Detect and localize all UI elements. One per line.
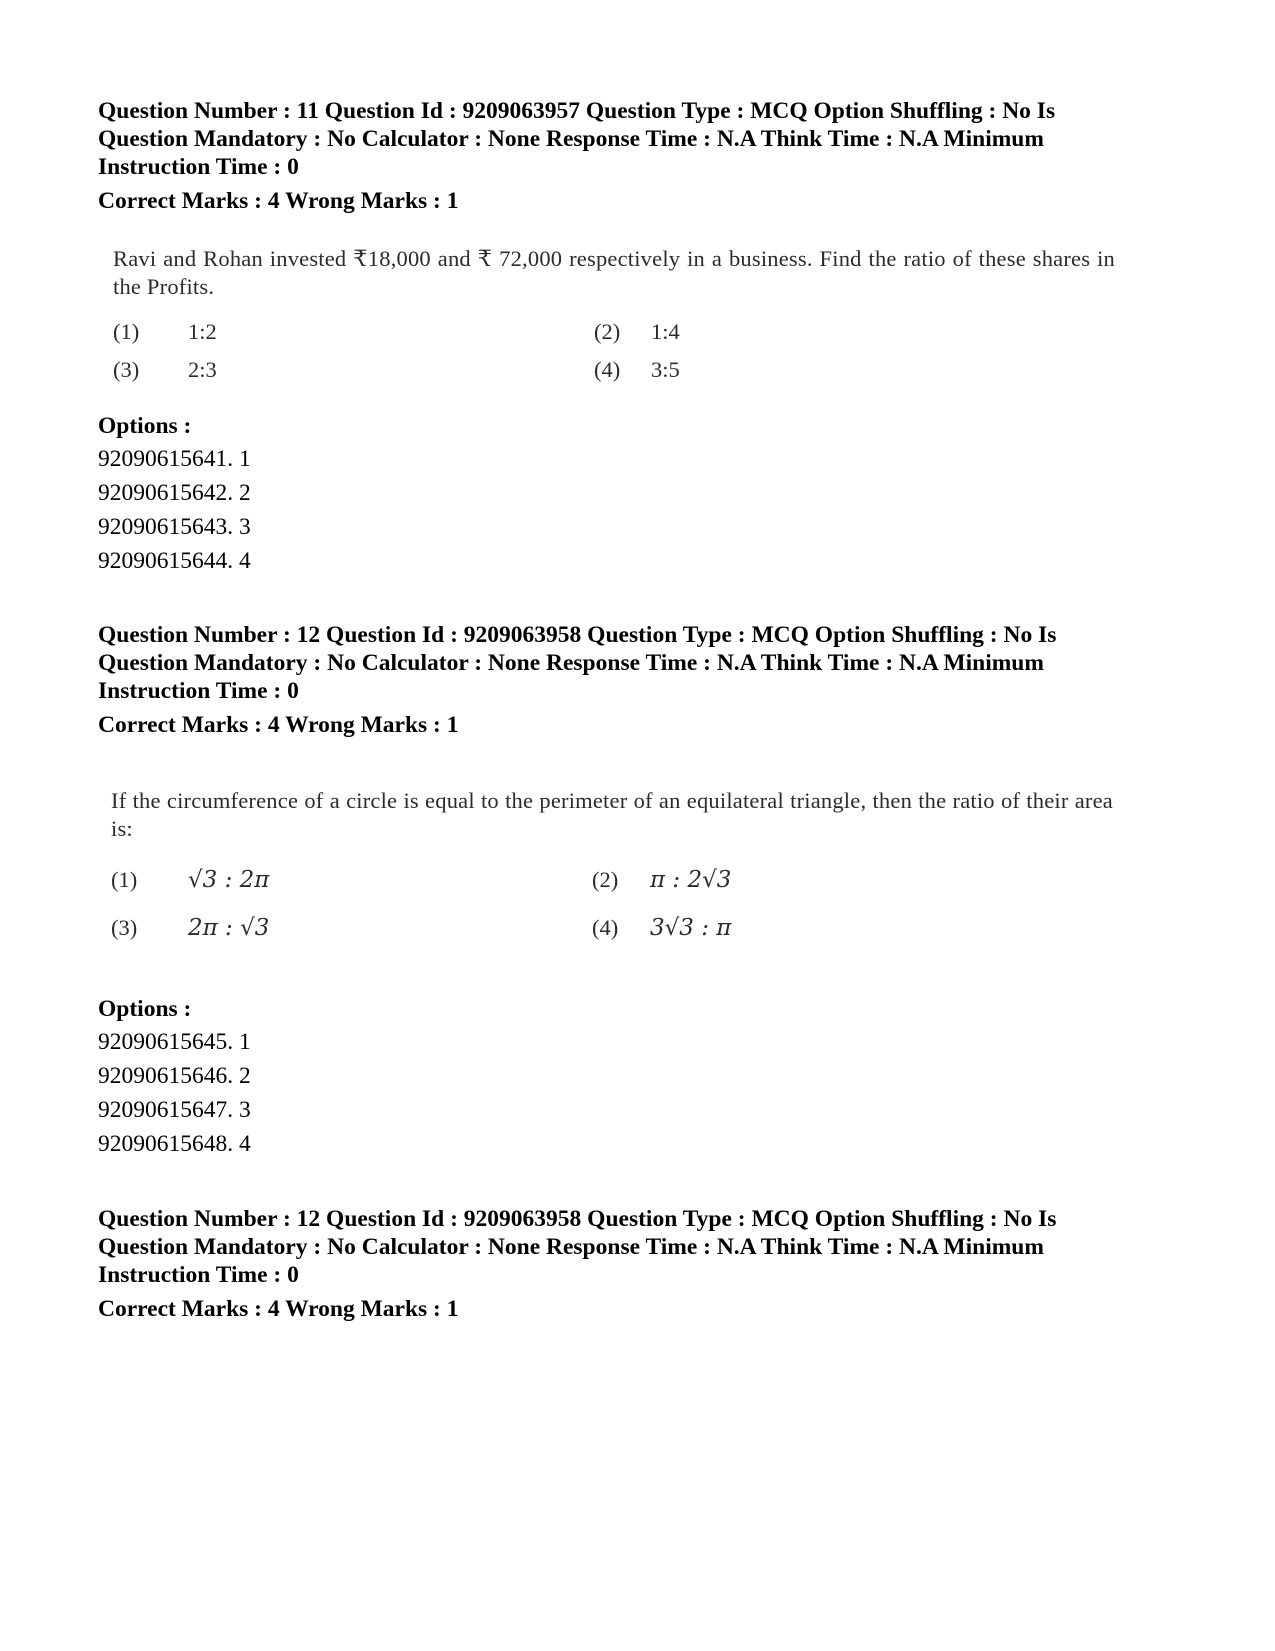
option-item: 92090615644. 4 <box>98 548 251 574</box>
options-heading: Options : <box>98 996 192 1022</box>
choice-value: 2:3 <box>188 357 217 382</box>
choice-number: (2) <box>594 319 621 344</box>
choice-value: 3:5 <box>651 357 680 382</box>
options-heading: Options : <box>98 413 192 439</box>
option-item: 92090615647. 3 <box>98 1097 251 1123</box>
question-text: Ravi and Rohan invested ₹18,000 and ₹ 72,000 respectively in a business. Find the ratio of these shares in the Profits. <box>113 246 1115 299</box>
option-item: 92090615642. 2 <box>98 480 251 506</box>
choice-number: (2) <box>592 867 619 892</box>
choice-number: (1) <box>111 867 138 892</box>
option-item: 92090615645. 1 <box>98 1029 251 1055</box>
option-item: 92090615643. 3 <box>98 514 251 540</box>
choice-value: π : 2√3 <box>650 867 732 893</box>
choice-number: (3) <box>113 357 140 382</box>
marks-line: Correct Marks : 4 Wrong Marks : 1 <box>98 712 459 738</box>
option-item: 92090615641. 1 <box>98 446 251 472</box>
choice-value: 1:2 <box>188 319 217 344</box>
choice-value: 1:4 <box>651 319 680 344</box>
choice-number: (1) <box>113 319 140 344</box>
marks-line: Correct Marks : 4 Wrong Marks : 1 <box>98 188 459 214</box>
marks-line: Correct Marks : 4 Wrong Marks : 1 <box>98 1296 459 1322</box>
option-item: 92090615646. 2 <box>98 1063 251 1089</box>
choice-value: √3 : 2π <box>188 867 270 893</box>
choice-number: (3) <box>111 915 138 940</box>
choice-number: (4) <box>594 357 621 382</box>
choice-value: 3√3 : π <box>650 915 732 941</box>
question-meta: Question Number : 12 Question Id : 9209063958 Question Type : MCQ Option Shuffling : No Is Question Mandatory : No Calculator : None Response Time : N.A Think Time : N.A Minimum Instruction Time : 0 <box>98 1206 1057 1288</box>
question-meta: Question Number : 11 Question Id : 9209063957 Question Type : MCQ Option Shuffling : No Is Question Mandatory : No Calculator : None Response Time : N.A Think Time : N.A Minimum Instruction Time : 0 <box>98 98 1056 180</box>
choice-value: 2π : √3 <box>188 915 270 941</box>
choice-number: (4) <box>592 915 619 940</box>
question-meta: Question Number : 12 Question Id : 9209063958 Question Type : MCQ Option Shuffling : No Is Question Mandatory : No Calculator : None Response Time : N.A Think Time : N.A Minimum Instruction Time : 0 <box>98 622 1057 704</box>
option-item: 92090615648. 4 <box>98 1131 251 1157</box>
question-text: If the circumference of a circle is equal to the perimeter of an equilateral triangle, then the ratio of their area is: <box>111 788 1113 841</box>
